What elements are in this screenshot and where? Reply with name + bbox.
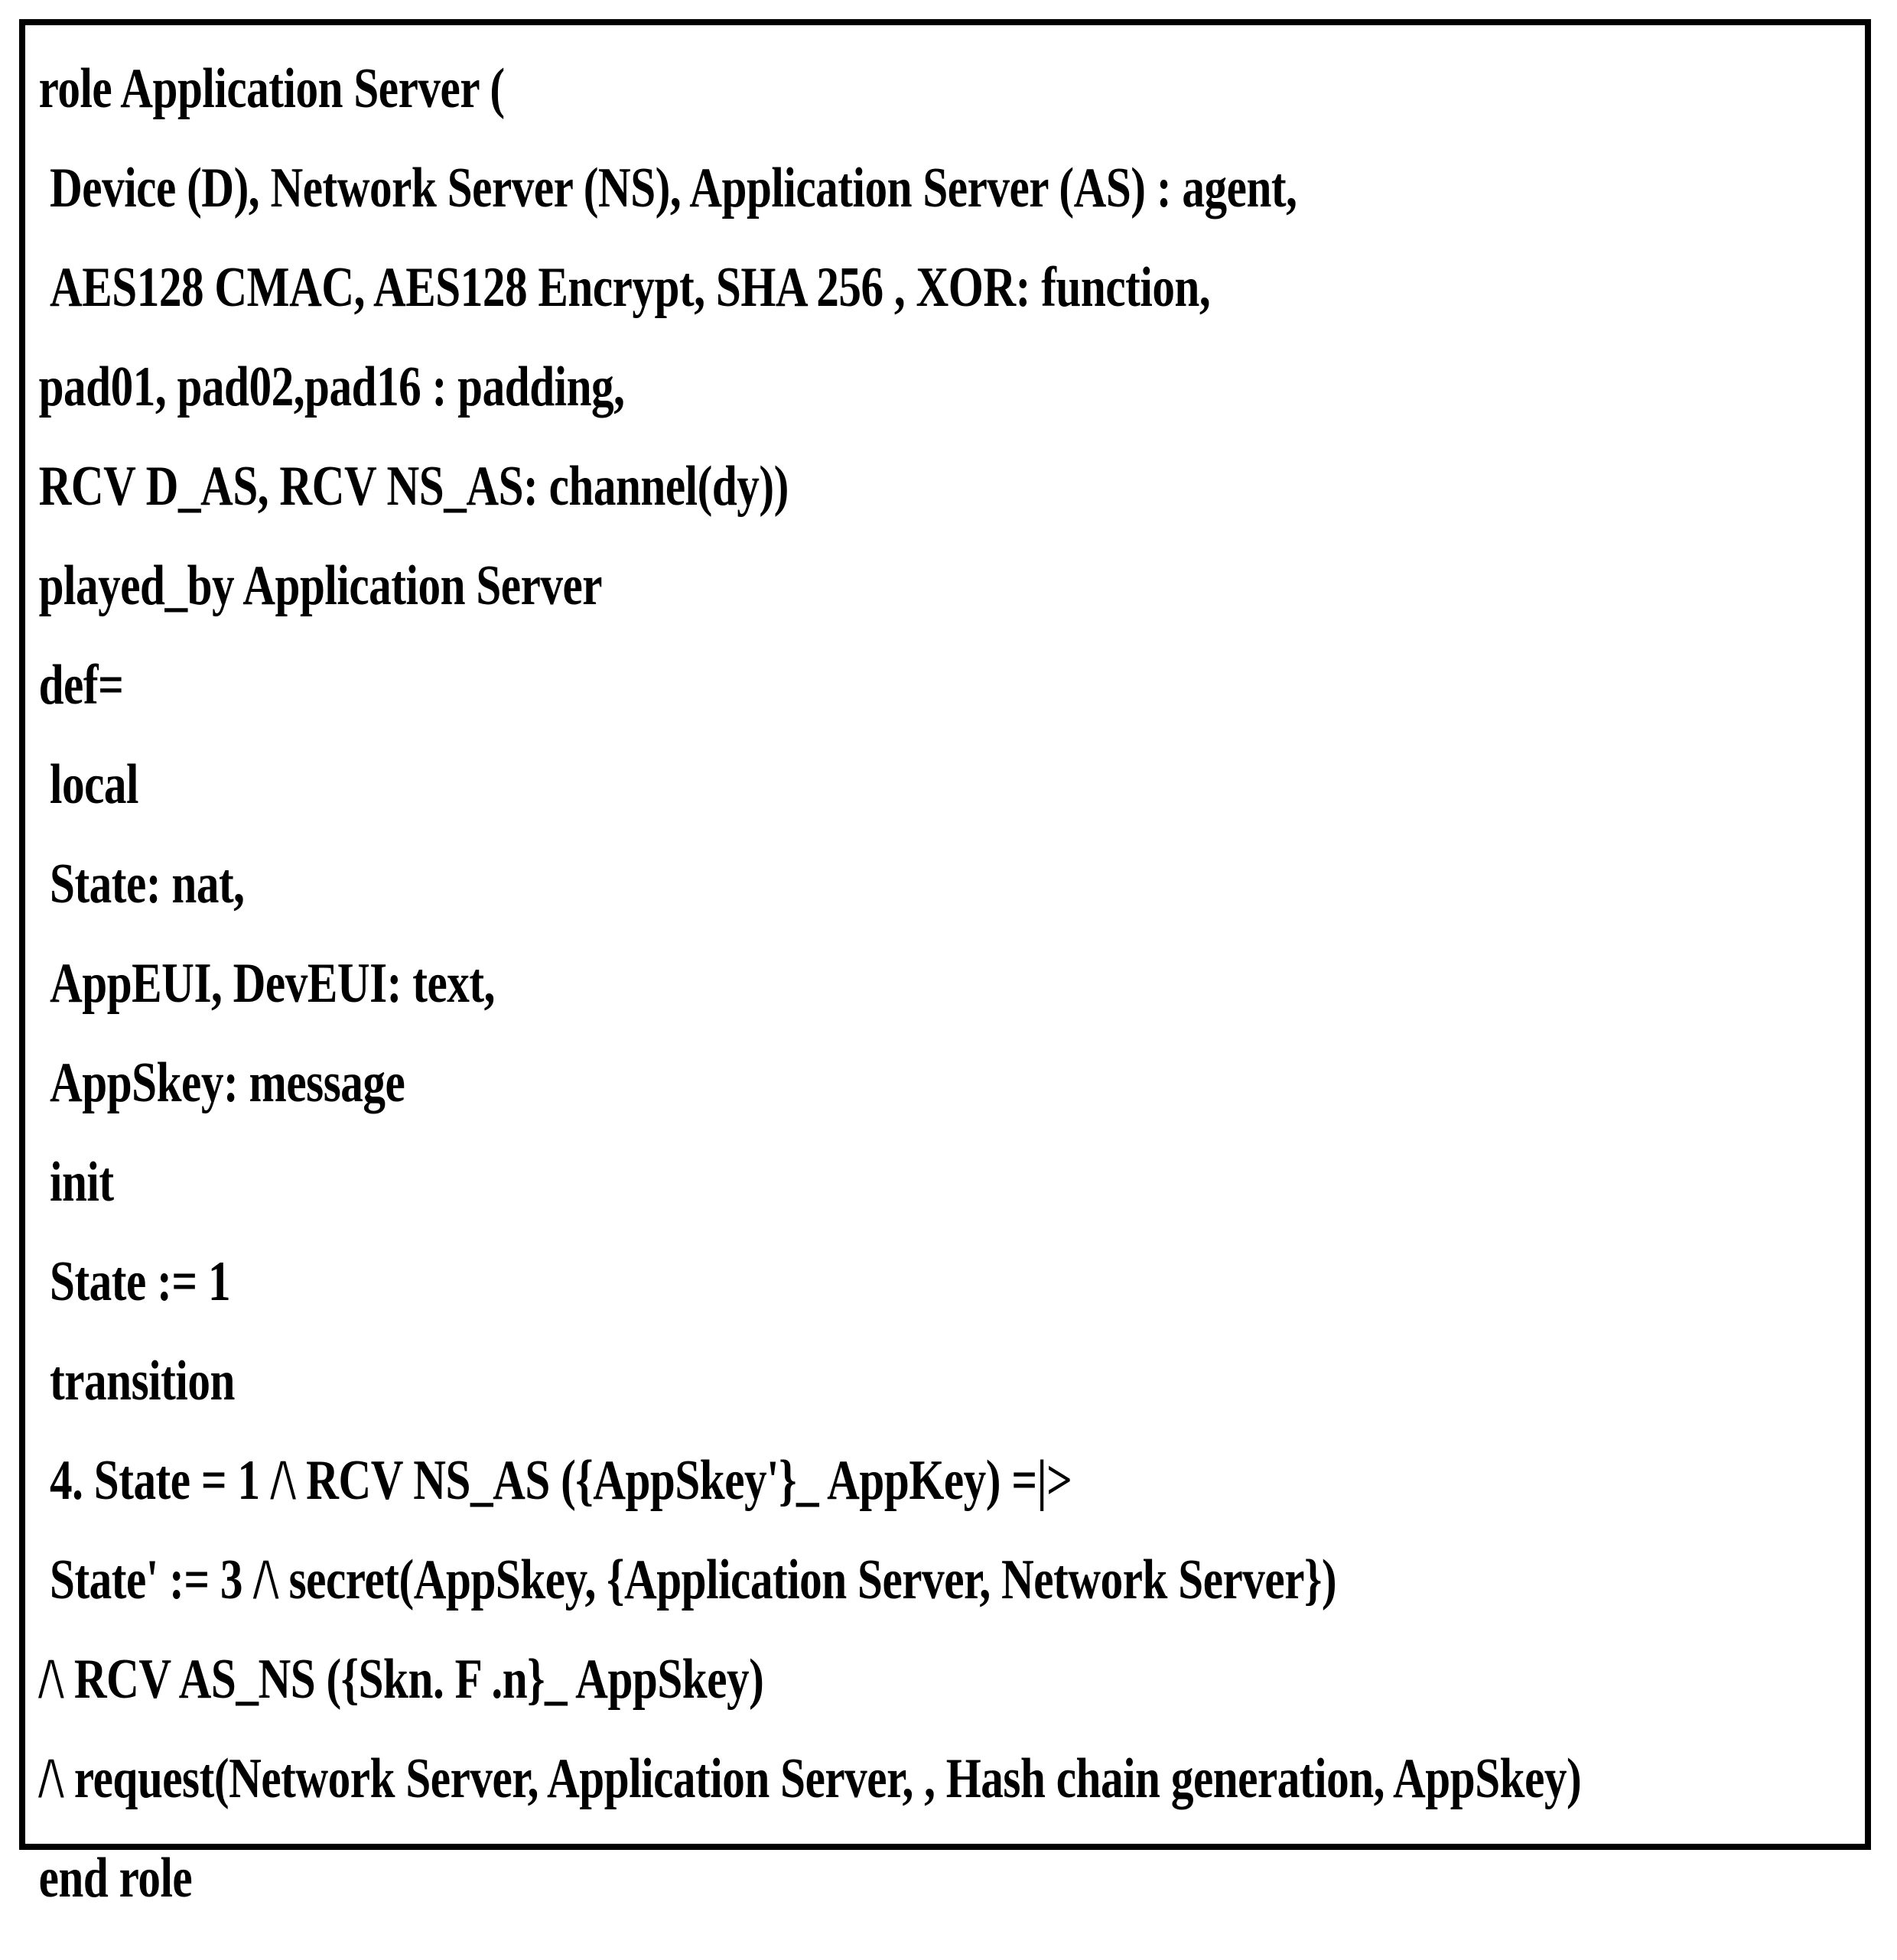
code-line: Device (D), Network Server (NS), Application Server (AS) : agent, bbox=[50, 157, 1297, 219]
code-line: State := 1 bbox=[50, 1250, 231, 1313]
code-line: 4. State = 1 /\ RCV NS_AS ({AppSkey'}_ AppKey) =|> bbox=[50, 1449, 1072, 1512]
code-line: def= bbox=[38, 654, 124, 717]
code-line: played_by Application Server bbox=[38, 554, 603, 617]
code-line: /\ RCV AS_NS ({Skn. F .n}_ AppSkey) bbox=[38, 1648, 764, 1711]
code-line: local bbox=[50, 753, 138, 816]
code-line: AppSkey: message bbox=[50, 1052, 405, 1114]
code-line: transition bbox=[50, 1350, 235, 1412]
code-line: init bbox=[50, 1151, 114, 1214]
code-line: State' := 3 /\ secret(AppSkey, {Application Server, Network Server}) bbox=[50, 1549, 1337, 1611]
code-listing-frame bbox=[19, 19, 1871, 1910]
code-line: State: nat, bbox=[50, 853, 245, 915]
code-block bbox=[25, 25, 1865, 1928]
code-line: AppEUI, DevEUI: text, bbox=[50, 952, 495, 1015]
code-line: RCV D_AS, RCV NS_AS: channel(dy)) bbox=[38, 455, 789, 518]
code-line: end role bbox=[38, 1847, 193, 1910]
code-line: role Application Server ( bbox=[38, 57, 505, 120]
code-line: pad01, pad02,pad16 : padding, bbox=[38, 356, 625, 418]
code-line: AES128 CMAC, AES128 Encrypt, SHA 256 , XOR: function, bbox=[50, 256, 1211, 319]
code-line: /\ request(Network Server, Application Server, , Hash chain generation, AppSkey) bbox=[38, 1747, 1582, 1810]
